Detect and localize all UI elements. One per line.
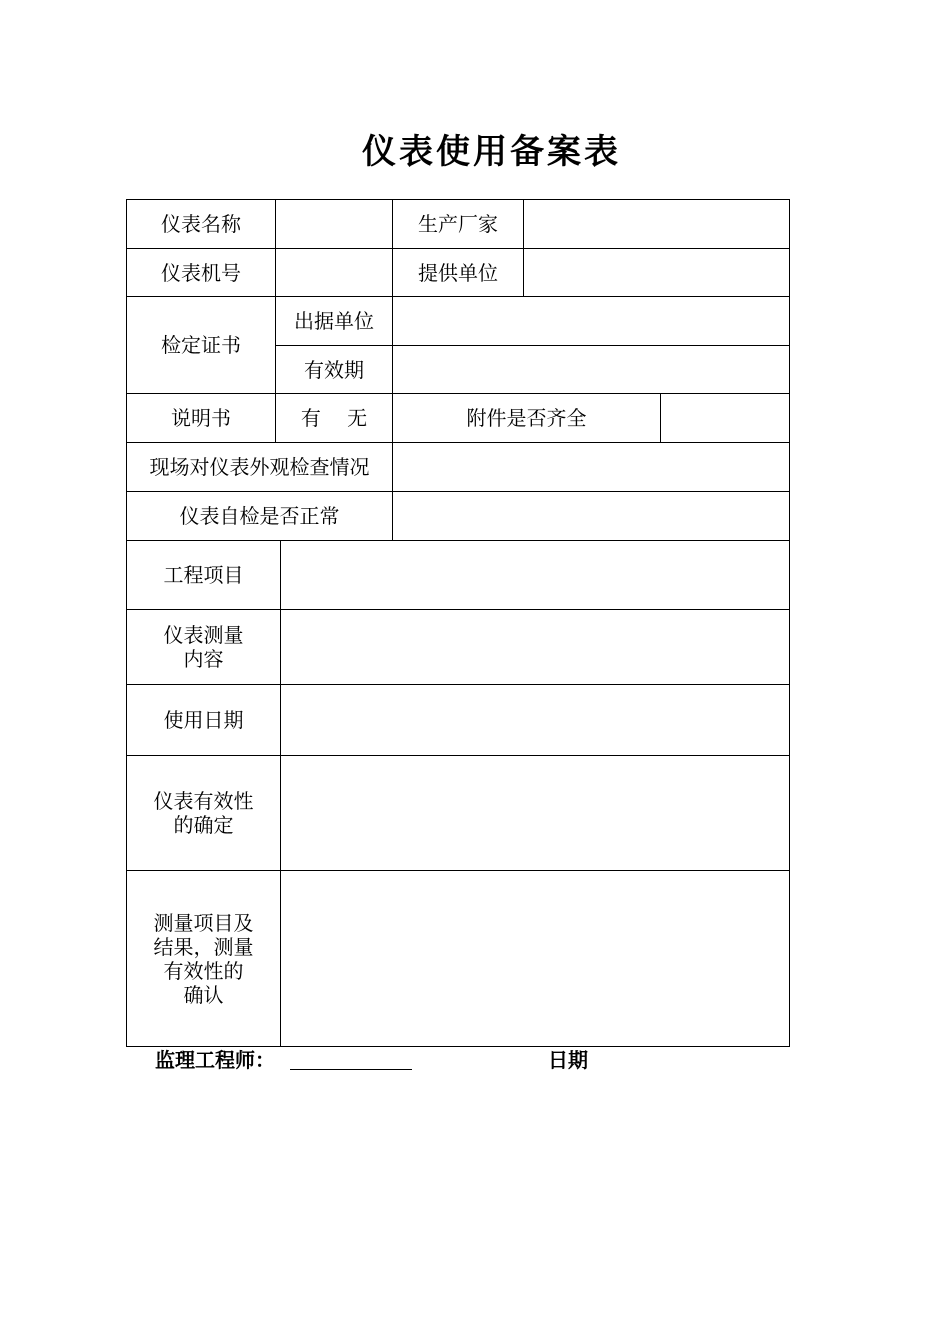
field-appearance-check[interactable] <box>392 442 790 492</box>
registration-form <box>126 199 790 1047</box>
label-instrument-number: 仪表机号 <box>126 248 276 297</box>
page-title: 仪表使用备案表 <box>362 132 621 172</box>
label-manual: 说明书 <box>126 393 276 443</box>
manual-options[interactable]: 有 无 <box>275 393 393 443</box>
field-usage-date[interactable] <box>280 684 790 756</box>
label-validity-confirmation: 仪表有效性 的确定 <box>126 755 281 871</box>
label-calibration-certificate: 检定证书 <box>126 296 276 394</box>
field-instrument-name[interactable] <box>275 199 393 249</box>
date-label: 日期 <box>548 1048 588 1072</box>
field-instrument-number[interactable] <box>275 248 393 297</box>
label-project: 工程项目 <box>126 540 281 610</box>
field-measurement-content[interactable] <box>280 609 790 685</box>
label-accessories-complete: 附件是否齐全 <box>392 393 661 443</box>
label-issuing-unit: 出据单位 <box>275 296 393 346</box>
label-results-confirmation: 测量项目及 结果，测量 有效性的 确认 <box>126 870 281 1047</box>
field-self-check[interactable] <box>392 491 790 541</box>
label-manufacturer: 生产厂家 <box>392 199 524 249</box>
supervisor-label: 监理工程师： <box>155 1048 275 1072</box>
field-issuing-unit[interactable] <box>392 296 790 346</box>
label-usage-date: 使用日期 <box>126 684 281 756</box>
field-validity-period[interactable] <box>392 345 790 394</box>
label-appearance-check: 现场对仪表外观检查情况 <box>126 442 393 492</box>
label-instrument-name: 仪表名称 <box>126 199 276 249</box>
field-validity-confirmation[interactable] <box>280 755 790 871</box>
field-supplier[interactable] <box>523 248 790 297</box>
field-accessories-complete[interactable] <box>660 393 790 443</box>
label-supplier: 提供单位 <box>392 248 524 297</box>
field-manufacturer[interactable] <box>523 199 790 249</box>
supervisor-signature-line[interactable] <box>290 1069 412 1070</box>
field-results-confirmation[interactable] <box>280 870 790 1047</box>
field-project[interactable] <box>280 540 790 610</box>
label-measurement-content: 仪表测量 内容 <box>126 609 281 685</box>
label-self-check: 仪表自检是否正常 <box>126 491 393 541</box>
label-validity-period: 有效期 <box>275 345 393 394</box>
